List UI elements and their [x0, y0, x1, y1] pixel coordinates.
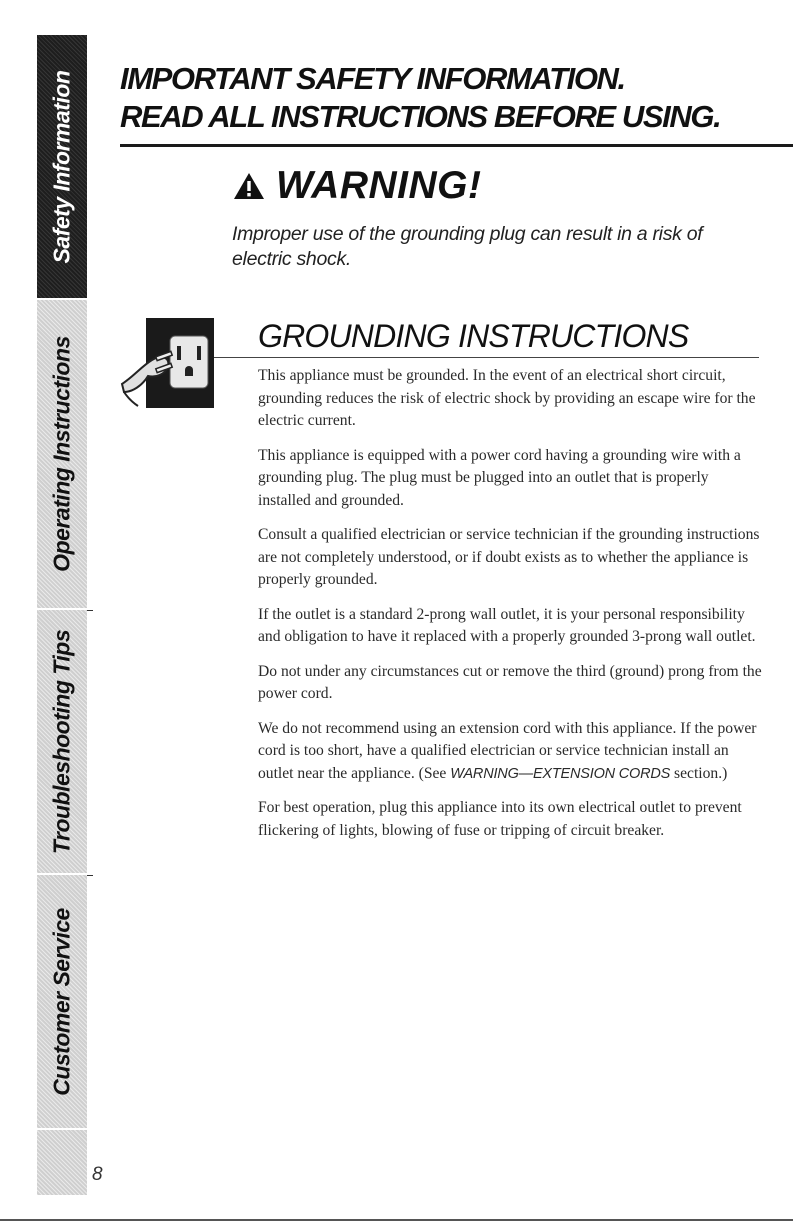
paragraph-text: section.) — [670, 764, 728, 782]
tab-label: Operating Instructions — [48, 336, 75, 572]
tab-label: Safety Information — [48, 70, 75, 263]
tab-divider-line — [87, 610, 93, 611]
headline-rule — [120, 144, 793, 147]
extension-cords-reference: WARNING—EXTENSION CORDS — [450, 765, 671, 782]
paragraph: This appliance must be grounded. In the event of an electrical short circuit, grounding reduces the risk of electric shock by providing an escape wire for the electric current. — [258, 367, 756, 429]
paragraph: This appliance is equipped with a power cord having a grounding wire with a grounding plug. The plug must be plugged into an outlet that is properly installed and grounded. — [258, 446, 741, 509]
section-title: GROUNDING INSTRUCTIONS — [258, 318, 689, 354]
paragraph-text: We do not recommend using an extension cord with this appliance. If the power cord is too short, have a qualified electrician or service technician install an outlet near the appliance. (See — [258, 719, 757, 782]
paragraph — [258, 718, 764, 786]
tab-customer-service[interactable] — [37, 875, 87, 1130]
bottom-rule — [0, 1219, 793, 1221]
tab-operating-instructions[interactable] — [37, 300, 87, 610]
paragraph: If the outlet is a standard 2-prong wall outlet, it is your personal responsibility and obligation to have it replaced with a properly grounded 3-prong wall outlet. — [258, 605, 756, 645]
warning-text: Improper use of the grounding plug can result in a risk of electric shock. — [232, 223, 703, 270]
section-rule — [214, 357, 759, 358]
warning-triangle-icon — [232, 171, 266, 201]
page-headline — [120, 60, 760, 136]
page-number: 8 — [92, 1164, 103, 1185]
tab-label: Customer Service — [48, 907, 75, 1096]
tab-divider-line — [87, 875, 93, 876]
warning-heading — [232, 164, 481, 208]
headline-line-2: READ ALL INSTRUCTIONS BEFORE USING. — [120, 99, 721, 134]
grounded-plug-outlet-icon — [118, 314, 218, 414]
headline-line-1: IMPORTANT SAFETY INFORMATION. — [120, 61, 625, 96]
paragraph: Do not under any circumstances cut or remove the third (ground) prong from the power cord. — [258, 662, 762, 702]
section-tab-strip — [37, 35, 87, 1195]
tab-label: Troubleshooting Tips — [48, 629, 75, 854]
tab-troubleshooting-tips[interactable] — [37, 610, 87, 875]
tab-safety-information[interactable] — [37, 35, 87, 300]
grounding-instructions-body — [258, 365, 764, 854]
paragraph: For best operation, plug this appliance into its own electrical outlet to prevent flickering of lights, blowing of fuse or tripping of circuit breaker. — [258, 799, 742, 839]
warning-title: WARNING! — [276, 164, 482, 207]
paragraph: Consult a qualified electrician or service technician if the grounding instructions are not completely understood, or if doubt exists as to whether the appliance is properly grounded. — [258, 526, 760, 588]
tab-strip-end — [37, 1130, 87, 1195]
